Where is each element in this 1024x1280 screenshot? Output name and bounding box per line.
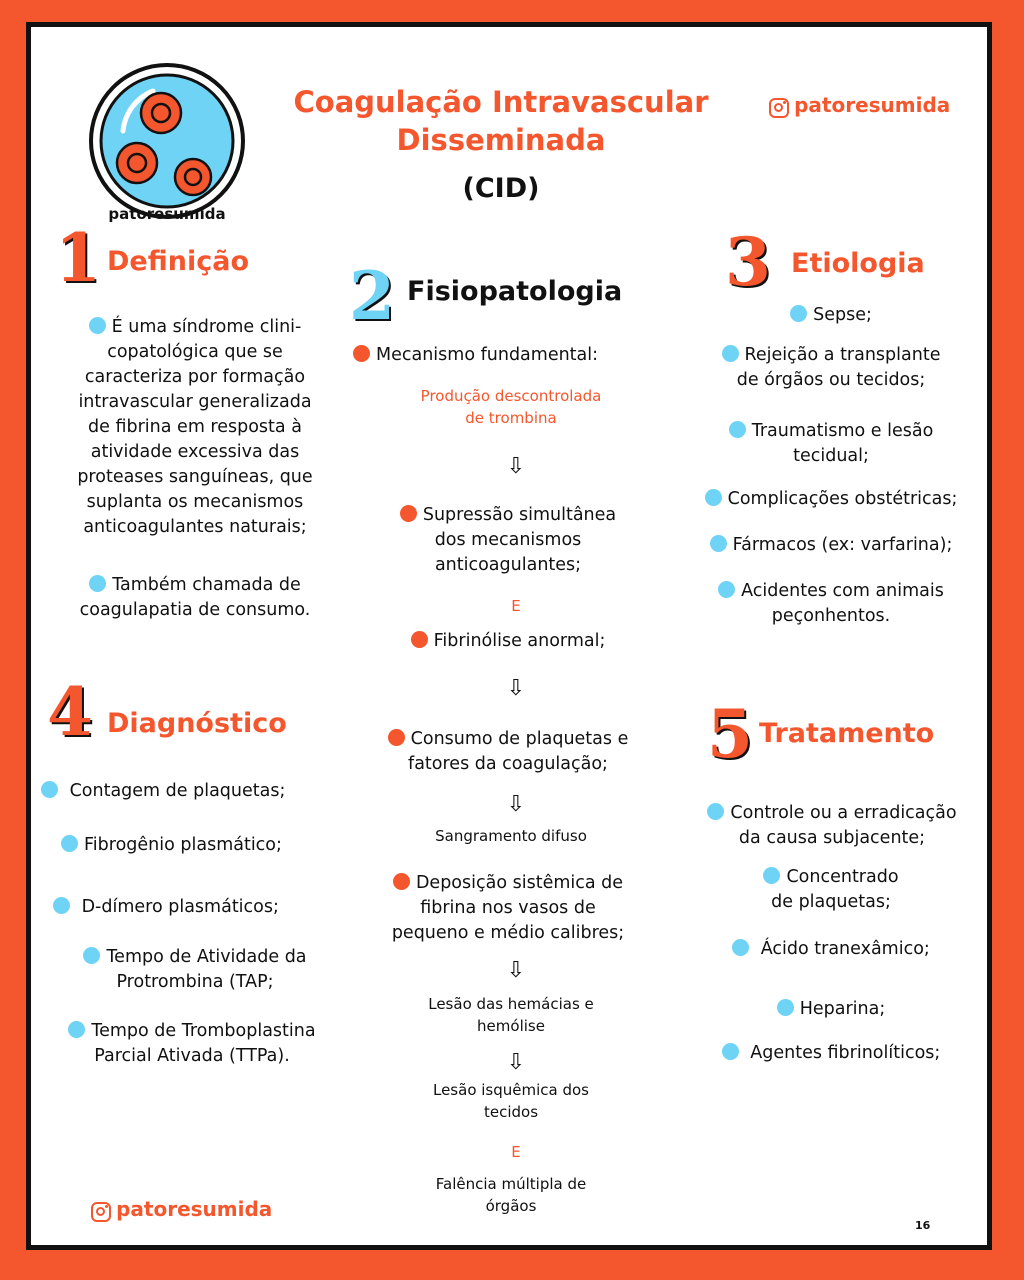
bullet-dot	[411, 631, 428, 648]
etiology-animals	[671, 579, 991, 629]
bullet-dot	[61, 835, 78, 852]
section4-title: Diagnóstico	[107, 708, 287, 739]
etiology-text: Acidentes com animais	[741, 581, 944, 601]
down-arrow-icon: ⇩	[506, 454, 526, 479]
diagnostic-text: Fibrogênio plasmático;	[84, 835, 282, 855]
bullet-dot	[710, 535, 727, 552]
deposition-line: fibrina nos vasos de	[420, 898, 596, 918]
page-number: 16	[915, 1219, 931, 1232]
suppression-item	[353, 503, 663, 578]
consumption-line: Consumo de plaquetas e	[410, 729, 629, 749]
etiology-sepse	[671, 303, 991, 328]
etiology-text: Traumatismo e lesão	[751, 421, 934, 441]
diagnostic-text: Protrombina (TAP;	[116, 972, 274, 992]
instagram-handle-top[interactable]	[769, 93, 950, 118]
diagnostic-text: Parcial Ativada (TTPa).	[94, 1046, 290, 1066]
mechanism-item	[353, 343, 663, 368]
ischemia-line: Lesão isquêmica dos	[432, 1081, 589, 1099]
definition-line: É uma síndrome clini-	[111, 317, 302, 337]
diag-ttpa	[37, 1019, 347, 1069]
treatment-text: da causa subjacente;	[738, 828, 926, 848]
etiology-rejection	[671, 343, 991, 393]
down-arrow-icon: ⇩	[506, 676, 526, 701]
diag-ddimer	[53, 895, 343, 920]
hemolysis-line: Lesão das hemácias e	[428, 995, 594, 1013]
instagram-handle-text: patoresumida	[116, 1197, 273, 1221]
definition-line: proteases sanguíneas, que	[77, 467, 313, 487]
bullet-dot	[729, 421, 746, 438]
section1-also-called	[45, 573, 345, 623]
infographic-page	[26, 22, 992, 1250]
section1-number: 1	[55, 219, 101, 297]
down-arrow-icon: ⇩	[506, 1050, 526, 1075]
and-connector: E	[511, 1143, 521, 1161]
also-called-line: Também chamada de	[112, 575, 301, 595]
bullet-dot	[732, 939, 749, 956]
failure-line: órgãos	[485, 1197, 537, 1215]
suppression-line: dos mecanismos	[434, 530, 582, 550]
diagnostic-text: D-dímero plasmáticos;	[81, 897, 279, 917]
definition-line: caracteriza por formação	[84, 367, 306, 387]
etiology-drugs	[665, 533, 997, 558]
diag-platelets	[41, 779, 341, 804]
definition-line: copatológica que se	[107, 342, 283, 362]
etiology-text: tecidual;	[793, 446, 869, 466]
etiology-trauma	[671, 419, 991, 469]
etiology-text: Rejeição a transplante	[744, 345, 941, 365]
section5-title: Tratamento	[759, 718, 935, 749]
fibrinolysis-item	[353, 629, 663, 654]
bleeding-text: Sangramento difuso	[435, 827, 587, 845]
bullet-dot	[400, 505, 417, 522]
section1-title: Definição	[107, 246, 249, 277]
bullet-dot	[718, 581, 735, 598]
consumption-line: fatores da coagulação;	[408, 754, 608, 774]
etiology-text: Complicações obstétricas;	[727, 489, 958, 509]
deposition-item	[353, 871, 663, 946]
etiology-text: Sepse;	[813, 305, 872, 325]
bullet-dot	[777, 999, 794, 1016]
treat-heparin	[691, 997, 971, 1022]
section1-definition	[45, 315, 345, 540]
hemolysis-text	[361, 993, 661, 1037]
bullet-dot	[41, 781, 58, 798]
bullet-dot	[722, 1043, 739, 1060]
page-title-line2: Disseminada	[396, 123, 606, 157]
treatment-text: Heparina;	[799, 999, 886, 1019]
logo-caption: patoresumida	[108, 205, 226, 223]
treat-fibrinolytics	[681, 1041, 981, 1066]
failure-line: Falência múltipla de	[435, 1175, 587, 1193]
treatment-text: Ácido tranexâmico;	[760, 939, 930, 959]
treat-concentrate	[691, 865, 971, 915]
section3-number: 3	[725, 223, 771, 301]
mechanism-text: Mecanismo fundamental:	[376, 345, 599, 365]
diagnostic-text: Tempo de Atividade da	[106, 947, 307, 967]
consumption-item	[353, 727, 663, 777]
section3-title: Etiologia	[791, 248, 925, 279]
deposition-line: pequeno e médio calibres;	[391, 923, 625, 943]
organ-failure-text	[361, 1173, 661, 1217]
bullet-dot	[53, 897, 70, 914]
ischemia-text	[361, 1079, 661, 1123]
definition-line: atividade excessiva das	[90, 442, 300, 462]
bullet-dot	[722, 345, 739, 362]
down-arrow-icon: ⇩	[506, 958, 526, 983]
bullet-dot	[707, 803, 724, 820]
ischemia-line: tecidos	[483, 1103, 539, 1121]
section5-number: 5	[707, 695, 753, 773]
bullet-dot	[763, 867, 780, 884]
diag-fibrinogen	[61, 833, 351, 858]
and-connector: E	[511, 597, 521, 615]
definition-line: anticoagulantes naturais;	[83, 517, 307, 537]
treatment-text: Agentes fibrinolíticos;	[750, 1043, 941, 1063]
diagnostic-text: Contagem de plaquetas;	[69, 781, 286, 801]
treatment-text: Concentrado	[786, 867, 899, 887]
definition-line: intravascular generalizada	[78, 392, 312, 412]
etiology-text: Fármacos (ex: varfarina);	[732, 535, 953, 555]
bullet-dot	[68, 1021, 85, 1038]
instagram-icon	[769, 98, 789, 118]
thrombin-production	[361, 385, 661, 429]
bullet-dot	[790, 305, 807, 322]
treatment-text: Controle ou a erradicação	[730, 803, 957, 823]
section4-number: 4	[47, 673, 93, 751]
fibrinolysis-text: Fibrinólise anormal;	[433, 631, 606, 651]
suppression-line: Supressão simultânea	[422, 505, 617, 525]
page-subtitle: (CID)	[462, 173, 540, 204]
instagram-icon	[91, 1202, 111, 1222]
down-arrow-icon: ⇩	[506, 792, 526, 817]
etiology-text: peçonhentos.	[771, 606, 891, 626]
deposition-line: Deposição sistêmica de	[415, 873, 624, 893]
production-line: de trombina	[465, 409, 557, 427]
petri-dish-icon	[83, 61, 251, 229]
treat-control	[667, 801, 997, 851]
bullet-dot	[89, 317, 106, 334]
treat-tranexamic	[691, 937, 971, 962]
diag-tap	[45, 945, 345, 995]
also-called-line: coagulapatia de consumo.	[79, 600, 311, 620]
bullet-dot	[705, 489, 722, 506]
section2-title: Fisiopatologia	[407, 276, 623, 307]
instagram-handle-bottom[interactable]	[91, 1197, 272, 1222]
bullet-dot	[393, 873, 410, 890]
definition-line: de fibrina em resposta à	[88, 417, 302, 437]
bullet-dot	[83, 947, 100, 964]
page-title-line1: Coagulação Intravascular	[293, 85, 709, 119]
diagnostic-text: Tempo de Tromboplastina	[91, 1021, 316, 1041]
instagram-handle-text: patoresumida	[794, 93, 951, 117]
section2-number: 2	[349, 257, 395, 335]
bullet-dot	[89, 575, 106, 592]
hemolysis-line: hemólise	[477, 1017, 545, 1035]
treatment-text: de plaquetas;	[771, 892, 891, 912]
definition-line: suplanta os mecanismos	[86, 492, 304, 512]
bullet-dot	[388, 729, 405, 746]
production-line: Produção descontrolada	[420, 387, 602, 405]
etiology-text: de órgãos ou tecidos;	[736, 370, 926, 390]
bullet-dot	[353, 345, 370, 362]
suppression-line: anticoagulantes;	[434, 555, 582, 575]
etiology-obstetric	[665, 487, 997, 512]
